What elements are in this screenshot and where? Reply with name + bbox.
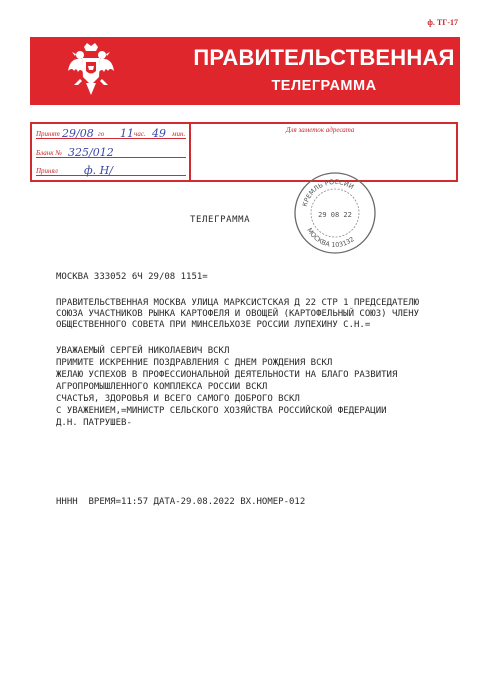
blank-value: 325/012 [68,146,114,159]
blank-row [36,146,186,160]
received-row [36,127,186,141]
address-line: ПРАВИТЕЛЬСТВЕННАЯ МОСКВА УЛИЦА МАРКСИСТСКАЯ Д 22 СТР 1 ПРЕДСЕДАТЕЛЮ [56,298,420,308]
hour-label: час. [134,130,146,138]
telegram-banner [30,37,460,105]
received-label: Принят [36,130,60,138]
received-date: 29/08 [62,127,94,140]
address-line: СОЮЗА УЧАСТНИКОВ РЫНКА КАРТОФЕЛЯ И ОВОЩЕЙ (КАРТОФЕЛЬНЫЙ СОЮЗ) ЧЛЕНУ [56,309,420,319]
form-divider [189,124,191,180]
body-line: С УВАЖЕНИЕМ,=МИНИСТР СЕЛЬСКОГО ХОЗЯЙСТВА РОССИЙСКОЙ ФЕДЕРАЦИИ [56,406,387,416]
reception-form [30,122,458,182]
hour-value: 11 [120,127,134,140]
body-line: УВАЖАЕМЫЙ СЕРГЕЙ НИКОЛАЕВИЧ ВСКЛ [56,346,230,356]
accepted-label: Принял [36,167,58,175]
banner-title: ПРАВИТЕЛЬСТВЕННАЯ [193,45,455,70]
blank-label: Бланк № [36,149,62,157]
telegram-heading: ТЕЛЕГРАММА [190,215,251,225]
postal-stamp [292,170,378,256]
body-line: ЖЕЛАЮ УСПЕХОВ В ПРОФЕССИОНАЛЬНОЙ ДЕЯТЕЛЬНОСТИ НА БЛАГО РАЗВИТИЯ [56,370,398,380]
stamp-date: 29 08 22 [318,211,352,219]
body-line: АГРОПРОМЫШЛЕННОГО КОМПЛЕКСА РОССИИ ВСКЛ [56,382,268,392]
footer-line: НННН ВРЕМЯ=11:57 ДАТА-29.08.2022 ВХ.НОМЕР-012 [56,497,306,507]
form-code: ф. ТГ-17 [427,18,458,27]
body-line: ПРИМИТЕ ИСКРЕННИЕ ПОЗДРАВЛЕНИЯ С ДНЕМ РОЖДЕНИЯ ВСКЛ [56,358,333,368]
body-line: Д.Н. ПАТРУШЕВ- [56,418,132,428]
banner-subtitle: ТЕЛЕГРАММА [271,78,377,94]
day-suffix: го [98,130,105,138]
stamp-top-text: КРЕМЛЬ РОССИИ [300,177,356,208]
stamp-bottom-text: МОСКВА 103132 [305,226,356,250]
minute-label: мин. [172,130,186,138]
service-line: МОСКВА 333052 6Ч 29/08 1151= [56,272,208,282]
accepted-value: ф. Н/ [84,164,113,177]
addressee-note: Для заметок адресата [286,126,355,134]
minute-value: 49 [152,127,166,140]
address-line: ОБЩЕСТВЕННОГО СОВЕТА ПРИ МИНСЕЛЬХОЗЕ РОССИИ ЛУПЕХИНУ С.Н.= [56,320,371,330]
accepted-row [36,164,186,178]
coat-of-arms-icon [66,41,116,99]
body-line: СЧАСТЬЯ, ЗДОРОВЬЯ И ВСЕГО САМОГО ДОБРОГО ВСКЛ [56,394,300,404]
